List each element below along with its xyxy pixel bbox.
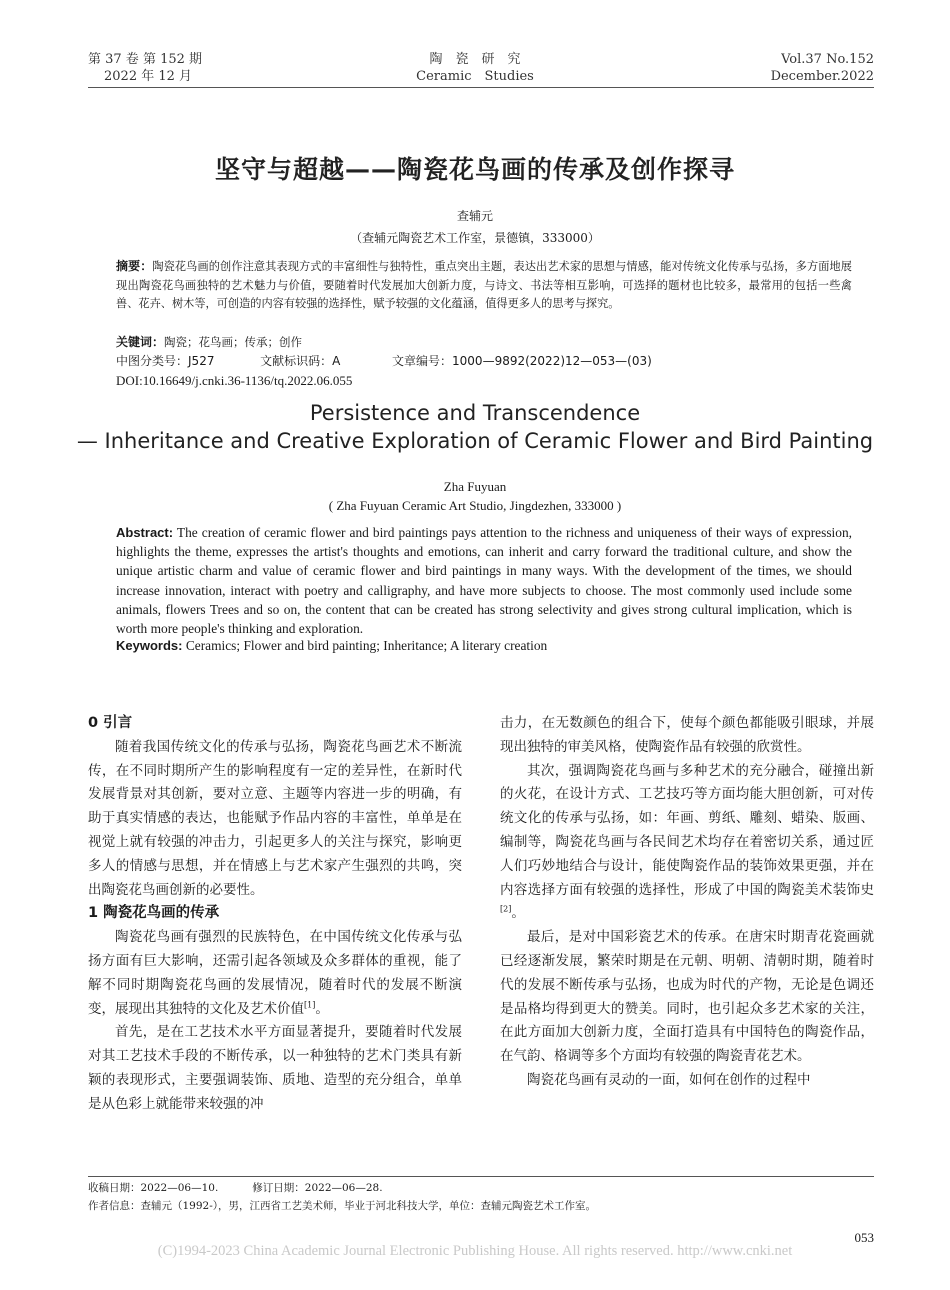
author-en: Zha Fuyuan <box>443 479 507 494</box>
page-number: 053 <box>854 1230 874 1245</box>
copyright-watermark: (C)1994-2023 China Academic Journal Electronic Publishing House. All rights reserved. http://www.cnki.net <box>157 1243 793 1259</box>
volume-issue-en: Vol.37 No.152 <box>781 52 874 67</box>
journal-name-en: Ceramic Studies <box>416 69 534 84</box>
affiliation-en: ( Zha Fuyuan Ceramic Art Studio, Jingdezhen, 333000 ) <box>328 498 622 513</box>
doc-code-label: 文献标识码： <box>260 354 333 368</box>
abstract-cn-label: 摘要： <box>116 259 153 273</box>
page-title-cn: 坚守与超越——陶瓷花鸟画的传承及创作探寻 <box>214 155 735 184</box>
clc-label: 中图分类号： <box>116 354 189 368</box>
classification-line <box>116 352 856 369</box>
abstract-cn <box>116 257 852 314</box>
page-title-en-line1: Persistence and Transcendence <box>309 401 641 425</box>
date-cn: 2022 年 12 月 <box>104 69 193 84</box>
paragraph: 随着我国传统文化的传承与弘扬，陶瓷花鸟画艺术不断流传，在不同时期所产生的影响程度有一定的差异性，在新时代发展背景对其创新，要对立意、主题等内容进一步的明确，有助于真实情感的表达，也能赋予作品内容的丰富性，单单是在视觉上就有较强的冲击力，引起更多人的关注与探究，影响更多人的情感与思想，并在情感上与艺术家产生强烈的共鸣，突出陶瓷花鸟画创新的必要性。 <box>88 738 462 898</box>
footnote-rule <box>88 1176 874 1177</box>
journal-volume-cn <box>88 51 202 85</box>
keywords-en <box>116 638 852 654</box>
citation-ref: [2] <box>500 904 512 914</box>
abstract-en-label: Abstract: <box>116 525 174 540</box>
revised-date: 修订日期：2022—06—28. <box>252 1182 383 1194</box>
paragraph: 陶瓷花鸟画有灵动的一面，如何在创作的过程中 <box>527 1071 811 1088</box>
author-cn: 查辅元 <box>456 209 493 223</box>
paragraph <box>88 926 462 1021</box>
volume-issue-cn: 第 37 卷 第 152 期 <box>88 52 203 67</box>
keywords-en-text: Ceramics; Flower and bird painting; Inheritance; A literary creation <box>185 638 548 653</box>
abstract-en-text: The creation of ceramic flower and bird paintings pays attention to the richness and uniqueness of their ways of expression, highlights the theme, expresses the artist's thoughts and emotions, can inherit and carry forward the traditional culture, and show the unique artistic charm and value of ceramic flower and bird paintings in many ways. With the development of the times, we should increase innovation, interact with poetry and calligraphy, and have more subjects to choose. The most commonly used include some animals, flowers Trees and so on, the content that can be created has strong selectivity and gives strong cultural implication, which is worth more people's thinking and exploration. <box>116 525 852 637</box>
keywords-en-label: Keywords: <box>116 638 183 653</box>
page-title-en-line2: — Inheritance and Creative Exploration of Ceramic Flower and Bird Painting <box>76 429 874 453</box>
paragraph: 击力，在无数颜色的组合下，使每个颜色都能吸引眼球，并展现出独特的审美风格，使陶瓷作品有较强的欣赏性。 <box>500 715 874 755</box>
body-column-right <box>500 712 874 1093</box>
paragraph <box>500 760 874 927</box>
article-no-label: 文章编号： <box>392 354 453 368</box>
date-en: December.2022 <box>770 69 874 84</box>
keywords-cn <box>116 333 302 350</box>
article-no-value: 1000—9892(2022)12—053—(03) <box>452 354 652 368</box>
received-date: 收稿日期：2022—06—10. <box>88 1182 219 1194</box>
doi: DOI:10.16649/j.cnki.36-1136/tq.2022.06.055 <box>116 373 353 388</box>
body-column-left <box>88 712 462 1117</box>
citation-ref: [1] <box>304 1000 316 1010</box>
journal-name-cn: 陶 瓷 研 究 <box>429 52 521 67</box>
journal-volume-en <box>694 51 874 85</box>
paragraph-end: 。 <box>511 905 525 922</box>
footnote-author-info: 作者信息：查辅元（1992-），男，江西省工艺美术师，毕业于河北科技大学，单位：查辅元陶瓷艺术工作室。 <box>88 1200 597 1212</box>
doc-code-value: A <box>332 354 341 368</box>
paragraph-end: 。 <box>315 1000 329 1017</box>
footnote-dates <box>88 1180 383 1196</box>
journal-name <box>375 51 575 85</box>
section-heading-1: 1 陶瓷花鸟画的传承 <box>88 905 220 922</box>
section-heading-0: 0 引言 <box>88 715 133 731</box>
paragraph-text: 其次，强调陶瓷花鸟画与多种艺术的充分融合，碰撞出新的火花，在设计方式、工艺技巧等方面均能大胆创新，可对传统文化的传承与弘扬，如：年画、剪纸、雕刻、蜡染、版画、编制等，陶瓷花鸟画与各民间艺术均存在着密切关系，通过匠人们巧妙地结合与设计，能使陶瓷作品的装饰效果更强，并在内容选择方面有较强的选择性，形成了中国的陶瓷美术装饰史 <box>500 762 874 898</box>
abstract-en <box>116 523 852 638</box>
clc-value: J527 <box>188 354 215 368</box>
affiliation-cn: （查辅元陶瓷艺术工作室，景德镇，333000） <box>350 231 600 245</box>
paragraph-text: 陶瓷花鸟画有强烈的民族特色，在中国传统文化传承与弘扬方面有巨大影响，还需引起各领域及众多群体的重视，能了解不同时期陶瓷花鸟画的发展情况，随着时代的发展不断演变，展现出其独特的文化及艺术价值 <box>88 929 462 1017</box>
keywords-cn-text: 陶瓷；花鸟画；传承；创作 <box>164 335 303 349</box>
abstract-cn-text: 陶瓷花鸟画的创作注意其表现方式的丰富细性与独特性，重点突出主题，表达出艺术家的思想与情感，能对传统文化传承与弘扬，多方面地展现出陶瓷花鸟画独特的艺术魅力与价值，要随着时代发展加大创新力度，与诗文、书法等相互影响，可选择的题材也比较多，最常用的包括一些禽兽、花卉、树木等，可创造的内容有较强的选择性，赋予较强的文化蕴涵，值得更多人的思考与探究。 <box>116 260 852 310</box>
paragraph: 最后，是对中国彩瓷艺术的传承。在唐宋时期青花瓷画就已经逐渐发展，繁荣时期是在元朝、明朝、清朝时期，随着时代的发展不断传承与弘扬，也成为时代的产物，无论是色调还是品格均得到更大的赞美。同时，也引起众多艺术家的关注，在此方面加大创新力度，全面打造具有中国特色的陶瓷作品，在气韵、格调等多个方面均有较强的陶瓷青花艺术。 <box>500 929 874 1065</box>
keywords-cn-label: 关键词： <box>116 335 165 349</box>
paragraph: 首先，是在工艺技术水平方面显著提升，要随着时代发展对其工艺技术手段的不断传承，以一种独特的艺术门类具有新颖的表现形式，主要强调装饰、质地、造型的充分组合，单单是从色彩上就能带来较强的冲 <box>88 1024 462 1112</box>
header-rule <box>88 87 874 88</box>
